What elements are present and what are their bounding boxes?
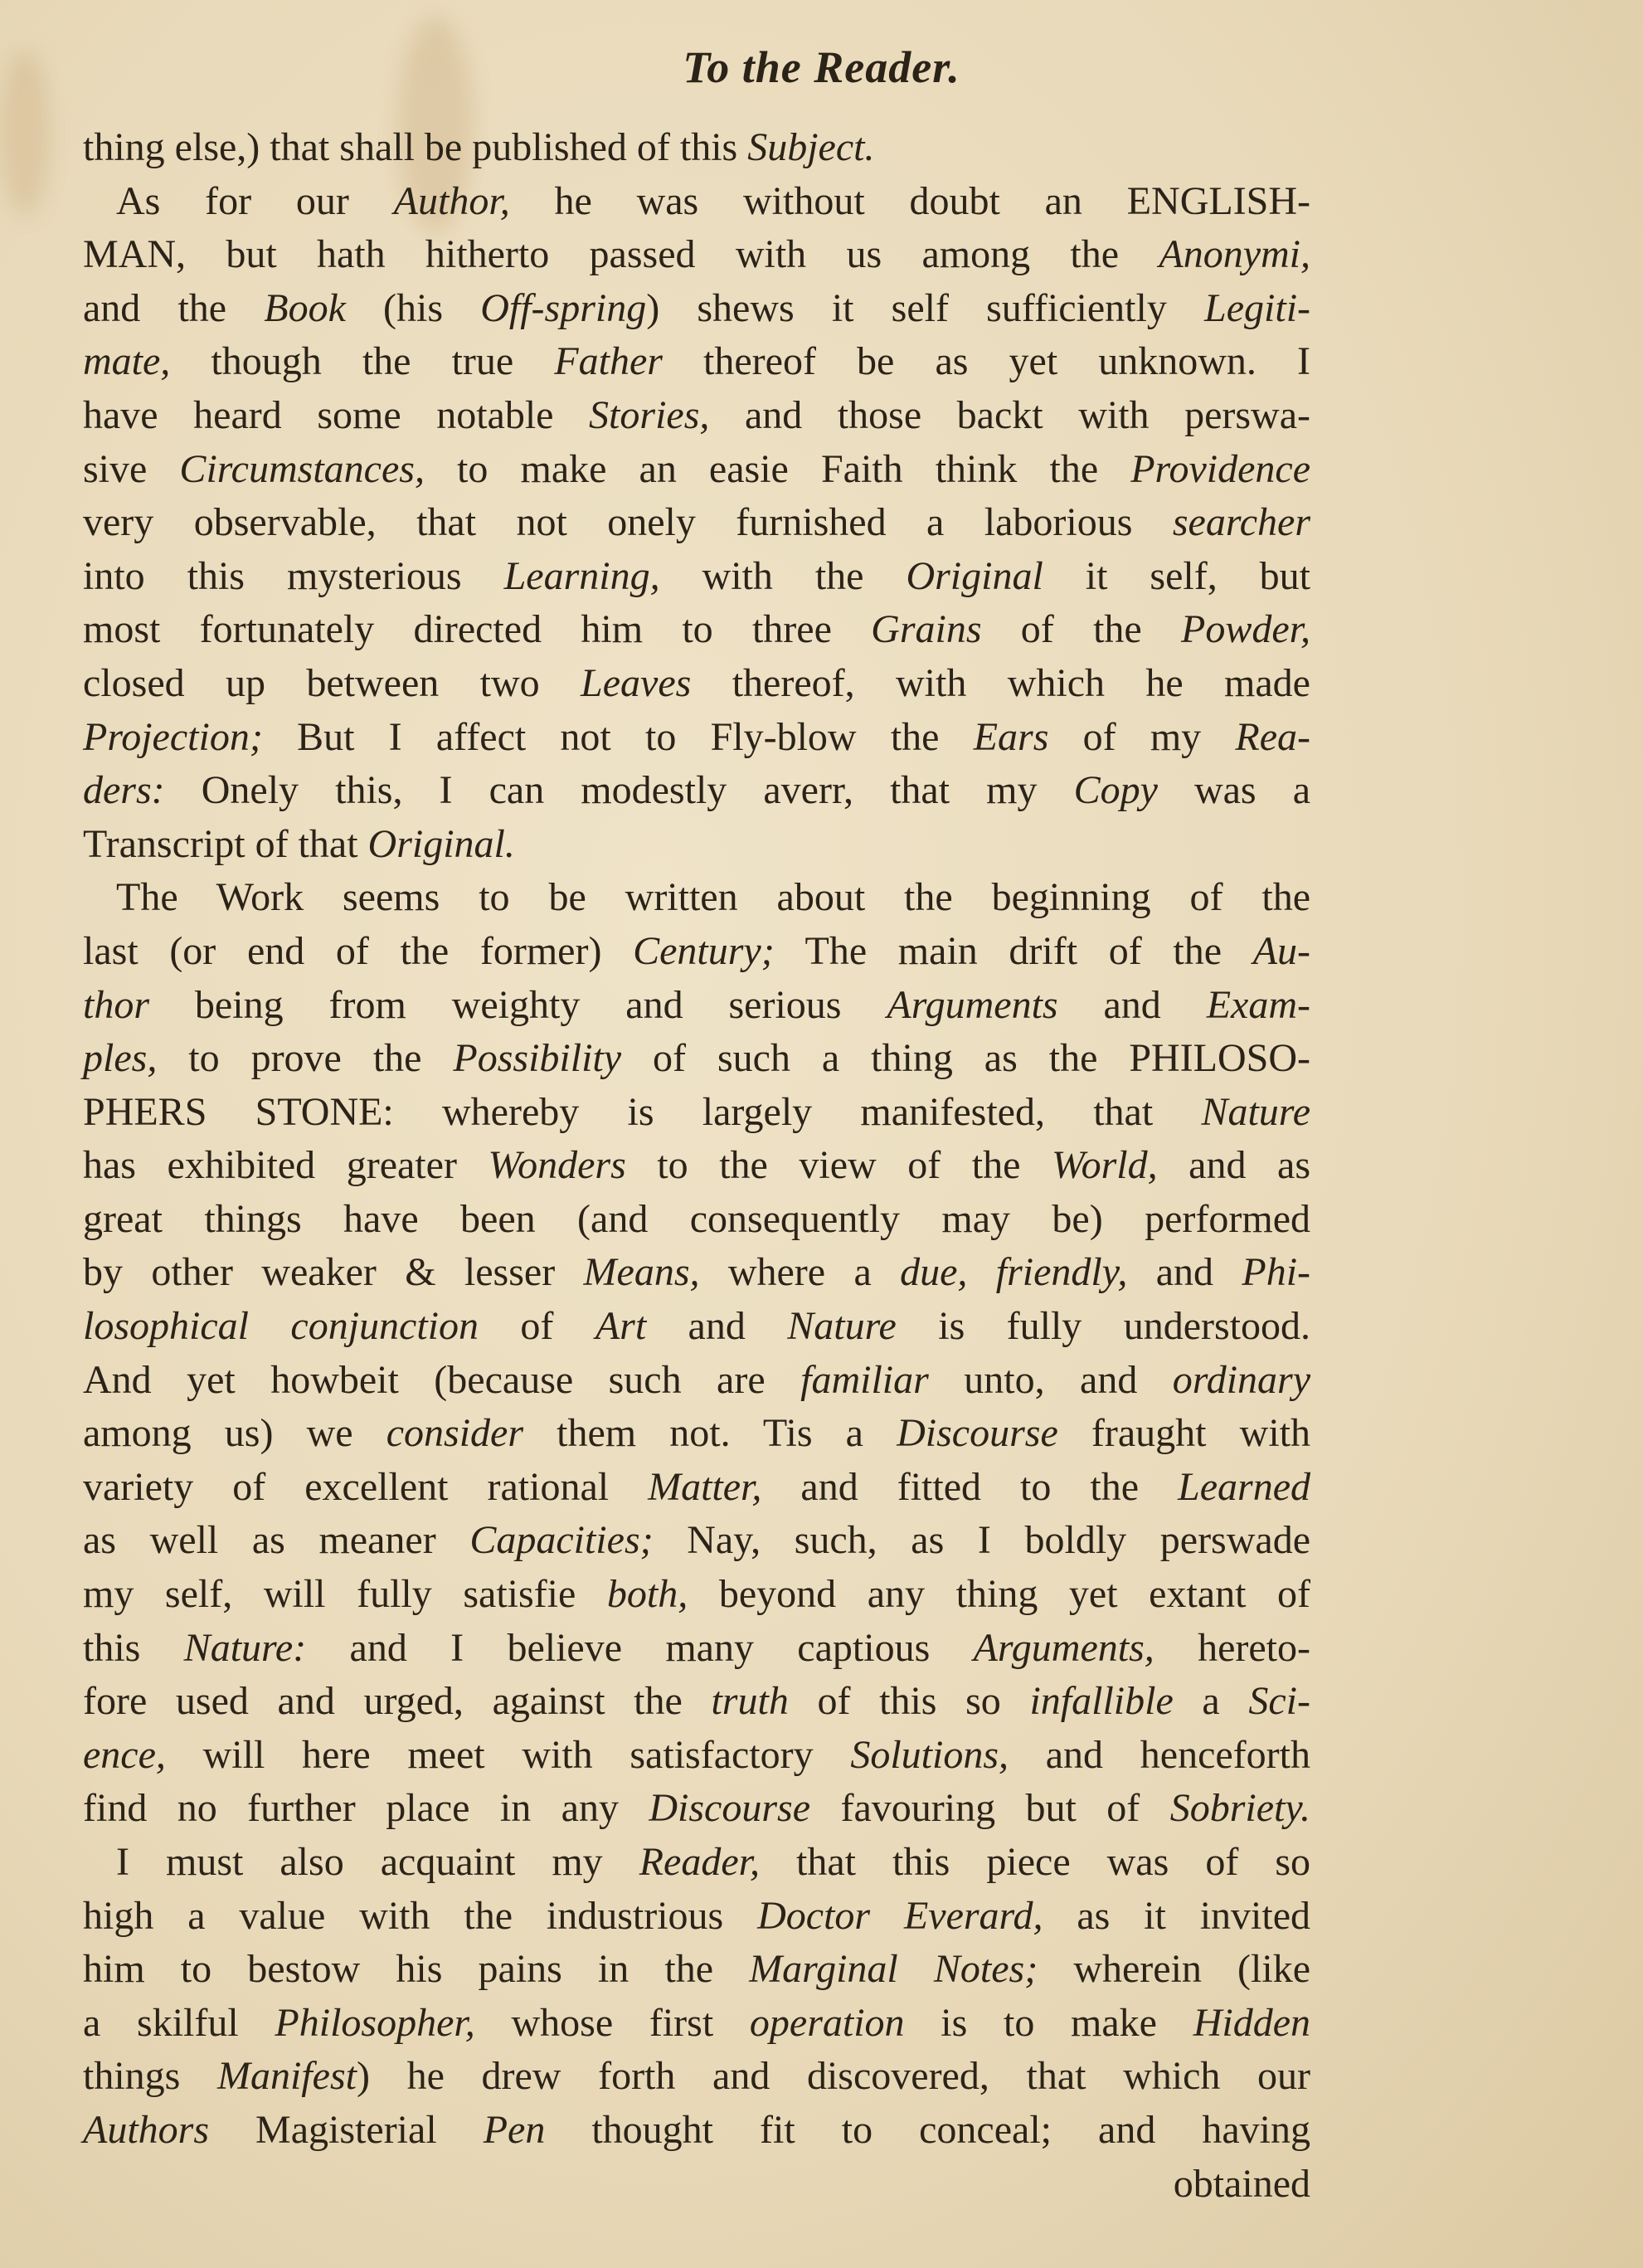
roman-text: The main drift of the <box>774 928 1253 973</box>
text-line <box>83 1461 1310 1515</box>
italic-text: Book <box>264 285 346 330</box>
text-line <box>83 603 1310 657</box>
roman-text: and as <box>1157 1143 1310 1188</box>
text-line <box>83 1943 1310 1997</box>
roman-text: by other weaker & lesser <box>83 1250 584 1295</box>
text-line <box>83 1836 1310 1890</box>
roman-text: of such a thing as the PHILOSO- <box>621 1036 1310 1081</box>
italic-text: Nature <box>1201 1089 1310 1134</box>
text-line <box>83 2050 1310 2104</box>
roman-text: last (or end of the former) <box>83 928 634 973</box>
roman-text: Nay, such, as I boldly perswade <box>653 1518 1311 1563</box>
italic-text: Solutions, <box>850 1732 1009 1777</box>
italic-text: Reader, <box>639 1840 760 1884</box>
roman-text: a <box>1173 1679 1249 1724</box>
roman-text: that this piece was of so <box>759 1840 1311 1884</box>
italic-text: Means, <box>583 1250 700 1295</box>
roman-text: into this mysterious <box>83 553 504 598</box>
roman-text: was a <box>1157 768 1310 813</box>
italic-text: Discourse <box>897 1411 1058 1456</box>
roman-text: of <box>479 1304 595 1349</box>
roman-text: favouring but of <box>810 1786 1170 1831</box>
roman-text: hereto- <box>1154 1625 1310 1670</box>
italic-text: Nature: <box>183 1625 307 1670</box>
italic-text: Exam- <box>1206 982 1310 1027</box>
italic-text: Capacities; <box>469 1518 654 1563</box>
roman-text: thereof be as yet unknown. I <box>662 339 1310 384</box>
text-line <box>83 175 1310 229</box>
roman-text: with the <box>659 553 907 598</box>
italic-text: both, <box>606 1572 688 1617</box>
roman-text: whose first <box>474 2000 750 2045</box>
italic-text: Marginal Notes; <box>749 1947 1038 1992</box>
text-line <box>83 818 1310 872</box>
text-line <box>83 1675 1310 1729</box>
roman-text: (his <box>345 285 481 330</box>
roman-text: PHERS STONE: whereby is largely manifested, that <box>83 1089 1202 1134</box>
italic-text: Phi- <box>1242 1250 1311 1295</box>
italic-text: Arguments <box>887 982 1058 1027</box>
italic-text: Au- <box>1252 928 1310 973</box>
roman-text: Onely this, I can modestly averr, that my <box>164 768 1074 813</box>
roman-text: as it invited <box>1043 1893 1311 1938</box>
roman-text: him to bestow his pains in the <box>83 1947 750 1992</box>
text-line <box>83 925 1310 979</box>
italic-text: Wonders <box>488 1143 626 1188</box>
roman-text: and I believe many captious <box>306 1625 974 1670</box>
italic-text: Providence <box>1130 446 1310 491</box>
roman-text: it self, but <box>1043 553 1310 598</box>
italic-text: Subject. <box>747 125 875 169</box>
roman-text: Magisterial <box>209 2107 484 2152</box>
text-line <box>83 1782 1310 1836</box>
roman-text: ) shews it self sufficiently <box>646 285 1205 330</box>
italic-text: Leaves <box>581 660 692 705</box>
roman-text: beyond any thing yet extant of <box>688 1572 1310 1617</box>
roman-text: As for our <box>116 178 394 223</box>
italic-text: thor <box>83 982 150 1027</box>
roman-text: among us) we <box>83 1411 386 1456</box>
italic-text: Authors <box>83 2107 210 2152</box>
italic-text: Author, <box>393 178 510 223</box>
roman-text: things <box>83 2054 217 2099</box>
italic-text: Powder, <box>1181 607 1310 652</box>
italic-text: Stories, <box>589 392 710 437</box>
roman-text: as well as meaner <box>83 1518 470 1563</box>
roman-text: most fortunately directed him to three <box>83 607 872 652</box>
roman-text: have heard some notable <box>83 392 590 437</box>
roman-text: wherein (like <box>1038 1947 1310 1992</box>
italic-text: consider <box>386 1411 524 1456</box>
roman-text: The Work seems to be written about the beginning of the <box>116 875 1310 920</box>
roman-text: ) he drew forth and discovered, that which our <box>356 2054 1310 2099</box>
roman-text: will here meet with satisfactory <box>165 1732 851 1777</box>
roman-text: to the view of the <box>625 1143 1052 1188</box>
roman-text: high a value with the industrious <box>83 1893 758 1938</box>
roman-text: of my <box>1048 714 1236 759</box>
roman-text: fraught with <box>1057 1411 1310 1456</box>
roman-text: sive <box>83 446 180 491</box>
italic-text: Sobriety. <box>1169 1786 1310 1831</box>
text-line <box>83 2104 1310 2158</box>
roman-text: of this so <box>788 1679 1030 1724</box>
body-text <box>83 121 1310 2211</box>
roman-text: But I affect not to Fly-blow the <box>262 714 974 759</box>
roman-text: he was without doubt an ENGLISH- <box>509 178 1310 223</box>
italic-text: Copy <box>1073 768 1158 813</box>
italic-text: Discourse <box>649 1786 811 1831</box>
italic-text: Off-spring <box>480 285 647 330</box>
text-line <box>83 1139 1310 1193</box>
italic-text: ordinary <box>1172 1357 1311 1402</box>
roman-text: Transcript of that <box>83 821 368 866</box>
text-line <box>83 657 1310 711</box>
text-line <box>83 1407 1310 1461</box>
italic-text: Doctor Everard, <box>757 1893 1043 1938</box>
roman-text: and the <box>83 285 265 330</box>
page-heading: To the Reader. <box>683 42 960 92</box>
roman-text: a skilful <box>83 2000 275 2045</box>
roman-text: them not. Tis a <box>523 1411 897 1456</box>
italic-text: Original <box>906 553 1043 598</box>
roman-text: find no further place in any <box>83 1786 649 1831</box>
italic-text: ders: <box>83 768 165 813</box>
text-line <box>83 871 1310 925</box>
text-line <box>83 335 1310 389</box>
roman-text: to make an easie Faith think the <box>424 446 1131 491</box>
roman-text: I must also acquaint my <box>116 1840 639 1884</box>
italic-text: losophical conjunction <box>83 1304 479 1349</box>
italic-text: operation <box>749 2000 905 2045</box>
italic-text: Philosopher, <box>275 2000 475 2045</box>
italic-text: Anonymi, <box>1159 232 1310 277</box>
roman-text: MAN, but hath hitherto passed with us among the <box>83 232 1159 277</box>
italic-text: Nature <box>787 1304 897 1349</box>
text-line <box>83 1086 1310 1140</box>
italic-text: Possibility <box>453 1036 622 1081</box>
text-line <box>83 443 1310 497</box>
text-line <box>83 764 1310 818</box>
text-line <box>83 1997 1310 2051</box>
italic-text: Legiti- <box>1204 285 1311 330</box>
italic-text: Arguments, <box>973 1625 1154 1670</box>
text-line <box>83 1300 1310 1354</box>
text-line <box>83 228 1310 282</box>
roman-text: of the <box>981 607 1181 652</box>
text-line <box>83 121 1310 175</box>
roman-text: and <box>1127 1250 1242 1295</box>
italic-text: infallible <box>1029 1679 1174 1724</box>
italic-text: Art <box>595 1304 647 1349</box>
italic-text: Original. <box>367 821 515 866</box>
text-line <box>83 1729 1310 1783</box>
roman-text: though the true <box>170 339 555 384</box>
text-line <box>83 1890 1310 1944</box>
italic-text: ence, <box>83 1732 166 1777</box>
text-line <box>83 1032 1310 1086</box>
italic-text: Hidden <box>1193 2000 1311 2045</box>
italic-text: Pen <box>483 2107 546 2152</box>
text-line <box>83 1568 1310 1622</box>
catchword: obtained <box>1173 2161 1310 2206</box>
italic-text: World, <box>1052 1143 1158 1188</box>
roman-text: fore used and urged, against the <box>83 1679 712 1724</box>
roman-text: thereof, with which he made <box>691 660 1310 705</box>
roman-text: and <box>1057 982 1207 1027</box>
roman-text: this <box>83 1625 184 1670</box>
italic-text: Manifest <box>216 2054 357 2099</box>
italic-text: Grains <box>871 607 982 652</box>
roman-text: being from weighty and serious <box>149 982 887 1027</box>
italic-text: due, friendly, <box>900 1250 1128 1295</box>
roman-text: great things have been (and consequently may be) performed <box>83 1196 1310 1241</box>
roman-text: is fully understood. <box>896 1304 1311 1349</box>
italic-text: Century; <box>633 928 775 973</box>
roman-text: has exhibited greater <box>83 1143 489 1188</box>
roman-text: to prove the <box>157 1036 454 1081</box>
italic-text: Learned <box>1178 1464 1311 1509</box>
text-line <box>83 711 1310 765</box>
roman-text: unto, and <box>928 1357 1173 1402</box>
text-line <box>83 496 1310 550</box>
roman-text: closed up between two <box>83 660 581 705</box>
italic-text: Projection; <box>83 714 263 759</box>
roman-text: where a <box>699 1250 901 1295</box>
text-line <box>83 550 1310 604</box>
text-line <box>83 1514 1310 1568</box>
roman-text: thought fit to conceal; and having <box>545 2107 1310 2152</box>
roman-text: And yet howbeit (because such are <box>83 1357 801 1402</box>
italic-text: truth <box>711 1679 789 1724</box>
italic-text: mate, <box>83 339 171 384</box>
italic-text: Father <box>554 339 663 384</box>
text-line <box>83 282 1310 336</box>
italic-text: Rea- <box>1235 714 1310 759</box>
text-line <box>83 1193 1310 1247</box>
roman-text: variety of excellent rational <box>83 1464 649 1509</box>
italic-text: searcher <box>1172 500 1310 545</box>
roman-text: and those backt with perswa- <box>709 392 1311 437</box>
roman-text: and fitted to the <box>761 1464 1179 1509</box>
roman-text: and henceforth <box>1009 1732 1310 1777</box>
roman-text: and <box>646 1304 788 1349</box>
roman-text: thing else,) that shall be published of this <box>83 125 748 169</box>
text-line <box>83 979 1310 1033</box>
italic-text: familiar <box>800 1357 929 1402</box>
italic-text: Circumstances, <box>179 446 425 491</box>
italic-text: Learning, <box>503 553 660 598</box>
italic-text: Matter, <box>648 1464 762 1509</box>
roman-text: is to make <box>904 2000 1193 2045</box>
text-line <box>83 389 1310 443</box>
text-line <box>83 1354 1310 1408</box>
italic-text: Sci- <box>1248 1679 1310 1724</box>
roman-text: my self, will fully satisfie <box>83 1572 607 1617</box>
text-line <box>83 1246 1310 1300</box>
italic-text: ples, <box>83 1036 158 1081</box>
text-line <box>83 1622 1310 1676</box>
italic-text: Ears <box>973 714 1049 759</box>
roman-text: very observable, that not onely furnished a laborious <box>83 500 1173 545</box>
